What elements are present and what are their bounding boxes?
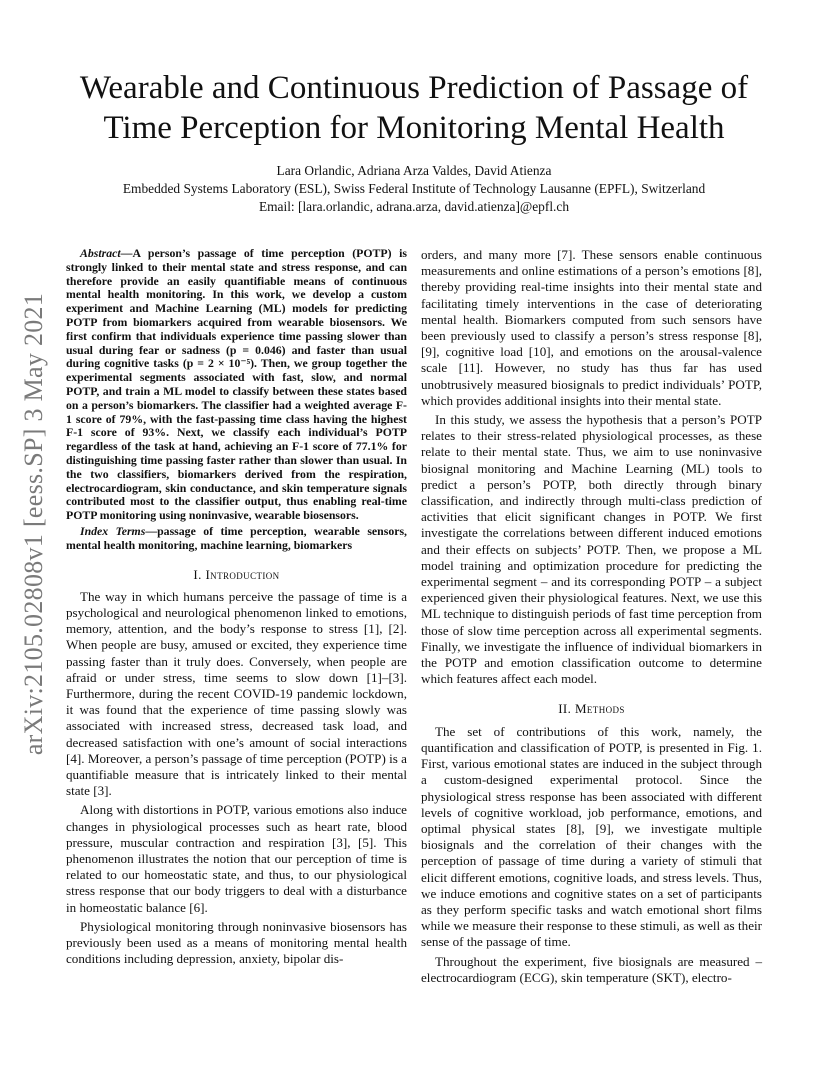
abstract-text: —A person’s passage of time perception (POTP) is strongly linked to their mental state and stress response, and can therefore provide an easily quantifiable means of continuous mental health monitoring. In this work, we develop a custom experiment and Machine Learning (ML) models for predicting POTP from biomarkers acquired from wearable biosensors. We first confirm that individuals experience time passing slower than usual during fear or sadness (p = 0.046) and faster than usual during cognitive tasks (p = 2 × 10⁻⁵). Then, we group together the experimental segments associated with fast, slow, and normal POTP, and train a ML model to classify between these states based on a person’s biomarkers. The classifier had a weighted average F-1 score of 79%, with the fast-passing time class having the highest F-1 score of 93%. Next, we classify each individual’s POTP regardless of the task at hand, achieving an F-1 score of 77.1% for distinguishing time passing faster rather than slower than usual. In the two classifiers, biomarkers derived from the respiration, electrocardiogram, skin conductance, and skin temperature signals contributed most to the classifier output, thus enabling real-time POTP monitoring using noninvasive, wearable biosensors. — [66, 246, 407, 523]
section-heading-introduction: I. Introduction — [193, 566, 280, 582]
index-terms — [66, 525, 407, 553]
abstract-lead: Abstract — [80, 246, 121, 260]
intro-paragraph-3-continued: orders, and many more [7]. These sensors enable continuous measurements and online estimations of a person’s emotions [8], thereby providing real-time insights into their mental state and facilitating timely interventions in the case of deteriorating mental health. Biomarkers computed from such sensors have been previously used to classify a person’s stress response [8], [9], cognitive load [10], and emotions on the arousal-valence scale [11]. However, no study has thus far has used unobtrusively measured biosignals to predict individuals’ POTP, which provides additional insights into their mental state. — [421, 247, 762, 408]
intro-paragraph-2: Along with distortions in POTP, various emotions also induce changes in physiological processes such as heart rate, blood pressure, muscular contraction and respiration [3], [5]. This phenomenon illustrates the notion that our perception of time is related to our homeostatic state, and thus, to our physiological stress response that our body triggers to deal with a disturbance in homeostatic balance [6]. — [66, 802, 407, 915]
right-column — [421, 247, 762, 986]
arxiv-identifier: arXiv:2105.02808v1 [eess.SP] 3 May 2021 — [19, 292, 48, 756]
author-block — [60, 162, 768, 216]
index-terms-lead: Index Terms — [80, 523, 146, 538]
affiliation: Embedded Systems Laboratory (ESL), Swiss Federal Institute of Technology Lausanne (EPFL), Switzerland — [122, 181, 706, 196]
methods-paragraph-1: The set of contributions of this work, namely, the quantification and classification of POTP, is presented in Fig. 1. First, various emotional states are induced in the subject through a custom-designed experimental protocol. Since the physiological stress response has been associated with different levels of cognitive workload, job performance, emotions, and optimal physical states [8], [9], we investigate multiple biosignals and the correlation of their changes with the perception of passage of time during a variety of stimuli that elicit different emotions, cognitive loads, and stress levels. Thus, we induce emotions and cognitive states on a set of participants as they perform specific tasks and watch emotional short films while we measure their response to these stimuli, as well as their sense of the passage of time. — [421, 723, 762, 950]
email-line: Email: [lara.orlandic, adrana.arza, david.atienza]@epfl.ch — [258, 199, 570, 214]
paper-title: Wearable and Continuous Prediction of Passage of Time Perception for Monitoring Mental Health — [79, 70, 749, 146]
methods-paragraph-2: Throughout the experiment, five biosignals are measured – electrocardiogram (ECG), skin temperature (SKT), electro- — [421, 953, 762, 985]
left-column — [66, 247, 407, 967]
abstract — [66, 247, 407, 523]
index-terms-text: —passage of time perception, wearable sensors, mental health monitoring, machine learning, biomarkers — [66, 523, 407, 552]
intro-paragraph-1: The way in which humans perceive the passage of time is a psychological and neurological phenomenon linked to emotions, memory, attention, and the body’s response to stress [1], [2]. When people are busy, amused or excited, they experience time passing faster than it truly does. Conversely, when people are afraid or under stress, time seems to slow down [1]–[3]. Furthermore, during the recent COVID-19 pandemic lockdown, it was found that the experience of time passing slowly was associated with increased stress, decreased task load, and decreased satisfaction with one’s amount of social interactions [4]. Moreover, a person’s passage of time perception (POTP) is a quantifiable measure that is intricately linked to their mental state [3]. — [66, 588, 407, 799]
intro-paragraph-4: In this study, we assess the hypothesis that a person’s POTP relates to their stress-related physiological processes, as these relate to their mental state. Thus, we aim to use noninvasive biosignal monitoring and Machine Learning (ML) tools to predict a person’s POTP, both directly through binary classification, and indirectly through multi-class prediction of activities that elicit significant changes in POTP. We first investigate the correlations between different induced emotions and their effects on subjects’ POTP. Then, we propose a ML model training and optimization procedure for predicting the experimental segment – and its corresponding POTP – a subject experienced given their physiological features. Next, we use this ML technique to distinguish periods of fast time perception from those of slow time perception across all experimental segments. Finally, we investigate the influence of individual biomarkers in the POTP and emotion classification outcome to determine which features affect each model. — [421, 412, 762, 687]
section-heading-methods: II. Methods — [558, 701, 625, 717]
intro-paragraph-3: Physiological monitoring through noninvasive biosensors has previously been used as a means of monitoring mental health conditions including depression, anxiety, bipolar dis- — [66, 918, 407, 967]
author-names: Lara Orlandic, Adriana Arza Valdes, David Atienza — [276, 163, 552, 178]
arxiv-sidebar — [14, 284, 54, 764]
